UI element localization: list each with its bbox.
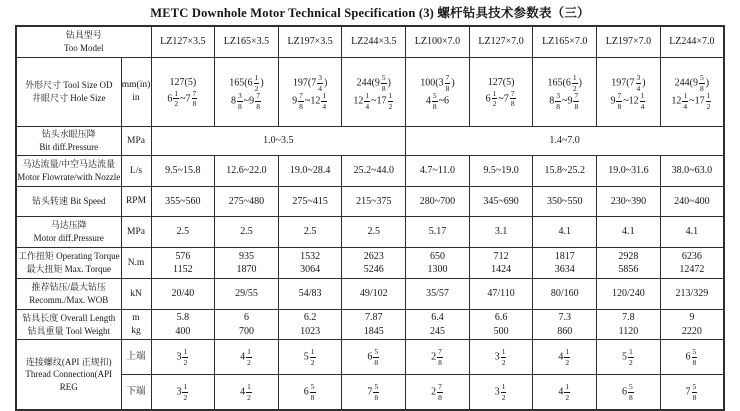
row-bit-speed [16,187,724,217]
spec-cell: 2.5 [215,217,279,248]
spec-cell: 1817 3634 [533,248,597,279]
spec-cell: 15.8~25.2 [533,156,597,187]
spec-cell: 9.5~19.0 [469,156,533,187]
model-header-cell [16,26,151,58]
spec-cell: 9.5~15.8 [151,156,215,187]
spec-cell: 3 $\frac{1}{2}$ [469,340,533,375]
row-wob [16,279,724,310]
model-name: LZ100×7.0 [406,26,470,58]
row-label-line: 马达流量/中空马达流量 [22,159,115,170]
spec-cell: 4.1 [660,217,724,248]
spec-cell: 1532 3064 [278,248,342,279]
spec-cell: 2.5 [278,217,342,248]
table-header-row [16,26,724,58]
spec-cell: 5 $\frac{1}{2}$ [278,340,342,375]
row-label-line: 最大扭矩 Max. Torque [26,264,111,274]
model-name: LZ127×7.0 [469,26,533,58]
spec-cell: 4 $\frac{1}{2}$ [215,375,279,411]
spec-cell: 127(5) 6 $\frac{1}{2}$ ~7 $\frac{7}{8}$ [469,58,533,127]
spec-cell: 6.4 245 [406,310,470,340]
spec-cell: 197(7 $\frac{3}{4}$ ) 9 $\frac{7}{8}$ ~12 $\frac{1}{4}$ [597,58,661,127]
spec-cell: 4.1 [533,217,597,248]
page-title: METC Downhole Motor Technical Specification (3) 螺杆钻具技术参数表（三） [150,6,590,20]
spec-cell: 6.6 500 [469,310,533,340]
spec-cell: 7 $\frac{5}{8}$ [342,375,406,411]
row-unit: L/s [121,156,151,187]
spec-cell: 244(9 $\frac{5}{8}$ ) 12 $\frac{1}{4}$ ~17 $\frac{1}{2}$ [342,58,406,127]
spec-cell: 7.8 1120 [597,310,661,340]
row-label-line: Thread Connection(API REG [25,369,113,392]
spec-cell: 165(6 $\frac{1}{2}$ ) 8 $\frac{3}{8}$ ~9 $\frac{7}{8}$ [215,58,279,127]
thread-upper-label: 上端 [121,340,151,375]
row-length-weight [16,310,724,340]
row-label-line: 钻具长度 Overall Length [22,312,116,323]
spec-cell: 5.8 400 [151,310,215,340]
row-label-line: Recomm./Max. WOB [29,295,109,305]
row-label [16,340,121,411]
spec-cell: 2.5 [151,217,215,248]
spec-cell: 25.2~44.0 [342,156,406,187]
row-label [16,279,121,310]
model-name: LZ127×3.5 [151,26,215,58]
spec-cell: 345~690 [469,187,533,217]
spec-cell: 38.0~63.0 [660,156,724,187]
row-label-line: 外形尺寸 Tool Size OD [24,80,113,91]
spec-cell: 576 1152 [151,248,215,279]
spec-cell: 2.5 [342,217,406,248]
spec-cell: 6 $\frac{5}{8}$ [342,340,406,375]
spec-cell: 4.7~11.0 [406,156,470,187]
spec-cell: 2 $\frac{7}{8}$ [406,340,470,375]
spec-cell: 100(3 $\frac{7}{8}$ ) 4 $\frac{5}{8}$ ~6 [406,58,470,127]
spec-cell: 3 $\frac{1}{2}$ [151,375,215,411]
spec-cell: 280~700 [406,187,470,217]
spec-cell: 20/40 [151,279,215,310]
unit-line: m [132,312,140,323]
unit-line: kg [131,325,141,336]
row-label-line: 钻具重量 Tool Weight [27,325,110,336]
row-label-line: Motor Flowrate/with Nozzle [17,172,121,182]
row-unit [121,310,151,340]
spec-cell: 54/83 [278,279,342,310]
spec-cell: 47/110 [469,279,533,310]
row-motor-diff-pressure [16,217,724,248]
spec-cell: 244(9 $\frac{5}{8}$ ) 12 $\frac{1}{4}$ ~17 $\frac{1}{2}$ [660,58,724,127]
row-label [16,58,121,127]
spec-cell: 2 $\frac{7}{8}$ [406,375,470,411]
row-label [16,217,121,248]
spec-cell: 5 $\frac{1}{2}$ [597,340,661,375]
spec-cell: 165(6 $\frac{1}{2}$ ) 8 $\frac{3}{8}$ ~9 $\frac{7}{8}$ [533,58,597,127]
row-label: 钻头转速 Bit Speed [16,187,121,217]
spec-cell: 3.1 [469,217,533,248]
row-thread-upper [16,340,724,375]
spec-cell-merged: 1.4~7.0 [406,127,724,156]
model-name: LZ244×3.5 [342,26,406,58]
model-name: LZ165×3.5 [215,26,279,58]
row-label [16,127,121,156]
row-unit: N.m [121,248,151,279]
spec-cell: 80/160 [533,279,597,310]
row-label-line: Motor diff.Pressure [33,233,104,243]
model-name: LZ197×3.5 [278,26,342,58]
spec-cell: 29/55 [215,279,279,310]
spec-cell: 2623 5246 [342,248,406,279]
unit-line: mm(in) [121,80,151,91]
row-label [16,156,121,187]
row-label-line: 马达压降 [50,220,87,231]
spec-cell: 197(7 $\frac{3}{4}$ ) 9 $\frac{7}{8}$ ~12 $\frac{1}{4}$ [278,58,342,127]
row-tool-size [16,58,724,127]
spec-cell: 240~400 [660,187,724,217]
spec-cell: 6 $\frac{5}{8}$ [278,375,342,411]
spec-cell: 19.0~28.4 [278,156,342,187]
spec-cell: 6.2 1023 [278,310,342,340]
spec-cell: 5.17 [406,217,470,248]
spec-cell: 275~480 [215,187,279,217]
model-name: LZ197×7.0 [597,26,661,58]
row-label-line: 井眼尺寸 Hole Size [32,93,106,103]
row-label-line: 连接螺纹(API 正规扣) [25,356,112,367]
spec-cell: 7.87 1845 [342,310,406,340]
spec-cell: 19.0~31.6 [597,156,661,187]
spec-cell: 6236 12472 [660,248,724,279]
spec-cell-merged: 1.0~3.5 [151,127,406,156]
row-motor-flowrate [16,156,724,187]
spec-cell: 213/329 [660,279,724,310]
model-name: LZ244×7.0 [660,26,724,58]
thread-lower-label: 下端 [121,375,151,411]
unit-line: in [132,93,140,103]
row-torque [16,248,724,279]
spec-cell: 7.3 860 [533,310,597,340]
spec-cell: 127(5) 6 $\frac{1}{2}$ ~7 $\frac{7}{8}$ [151,58,215,127]
spec-cell: 120/240 [597,279,661,310]
row-label-line: 工作扭矩 Operating Torque [17,251,120,262]
model-name: LZ165×7.0 [533,26,597,58]
row-unit: MPa [121,217,151,248]
spec-cell: 4 $\frac{1}{2}$ [533,340,597,375]
row-label-line: 推荐钻压/最大钻压 [31,282,106,293]
spec-cell: 215~375 [342,187,406,217]
spec-cell: 6 $\frac{5}{8}$ [597,375,661,411]
spec-cell: 4 $\frac{1}{2}$ [215,340,279,375]
row-label [16,248,121,279]
spec-cell: 350~550 [533,187,597,217]
row-unit: RPM [121,187,151,217]
spec-cell: 2928 5856 [597,248,661,279]
row-thread-lower [16,375,724,411]
spec-table [15,25,725,411]
spec-cell: 650 1300 [406,248,470,279]
spec-cell: 6 700 [215,310,279,340]
spec-cell: 4 $\frac{1}{2}$ [533,375,597,411]
row-unit [121,58,151,127]
spec-cell: 6 $\frac{5}{8}$ [660,340,724,375]
row-bit-diff-pressure [16,127,724,156]
spec-cell: 7 $\frac{5}{8}$ [660,375,724,411]
spec-cell: 35/57 [406,279,470,310]
spec-cell: 3 $\frac{1}{2}$ [151,340,215,375]
spec-cell: 9 2220 [660,310,724,340]
spec-cell: 935 1870 [215,248,279,279]
row-label [16,310,121,340]
spec-cell: 355~560 [151,187,215,217]
spec-cell: 275~415 [278,187,342,217]
spec-cell: 12.6~22.0 [215,156,279,187]
row-unit: MPa [121,127,151,156]
spec-cell: 49/102 [342,279,406,310]
spec-cell: 3 $\frac{1}{2}$ [469,375,533,411]
spec-cell: 230~390 [597,187,661,217]
row-label-line: 钻头水眼压降 [41,129,96,140]
spec-cell: 4.1 [597,217,661,248]
row-unit: kN [121,279,151,310]
model-header-en: Too Model [63,43,104,53]
model-header-zh: 钻具型号 [65,30,102,41]
row-label-line: Bit diff.Pressure [39,142,99,152]
spec-cell: 712 1424 [469,248,533,279]
